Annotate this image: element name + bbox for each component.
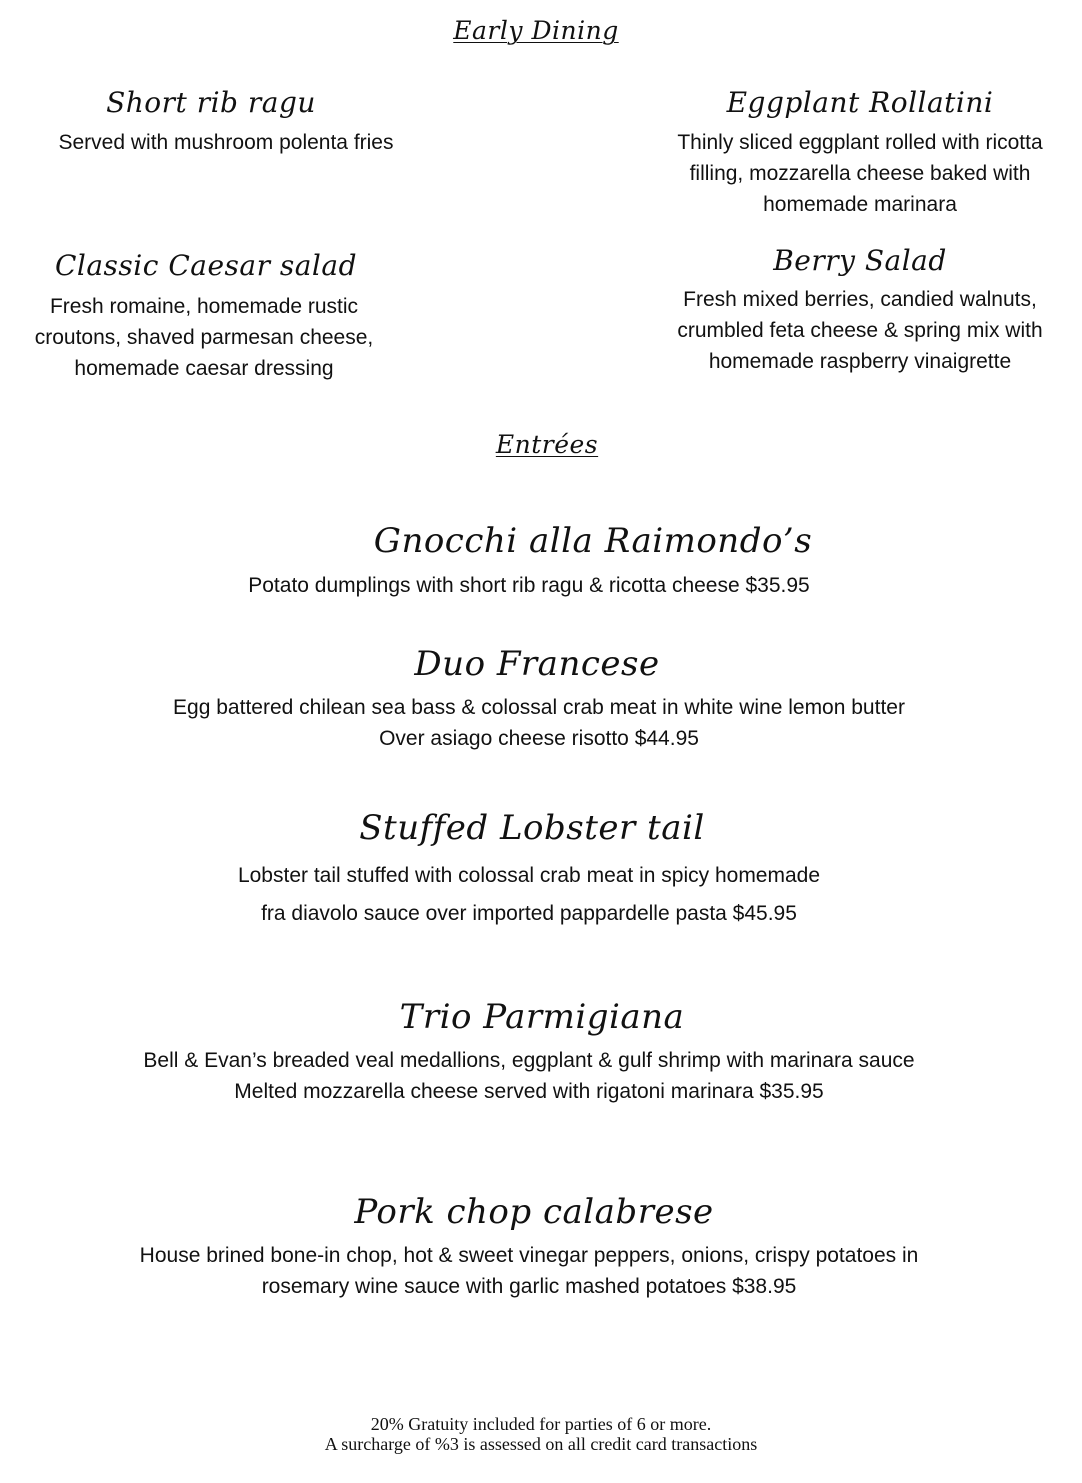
entree-desc-pork-chop-calabrese bbox=[0, 1240, 1058, 1302]
entree-title-pork-chop-calabrese: Pork chop calabrese bbox=[354, 1192, 714, 1232]
entree-title-trio-parmigiana: Trio Parmigiana bbox=[399, 997, 685, 1037]
entree-title-stuffed-lobster-tail: Stuffed Lobster tail bbox=[359, 808, 705, 848]
entree-desc-duo-francese bbox=[0, 692, 1078, 754]
desc-line: Over asiago cheese risotto $44.95 bbox=[379, 727, 699, 750]
desc-line: homemade marinara bbox=[763, 193, 957, 216]
item-desc-berry-salad bbox=[640, 284, 1080, 377]
item-title-classic-caesar-salad: Classic Caesar salad bbox=[54, 249, 358, 282]
desc-line: Fresh romaine, homemade rustic bbox=[49, 295, 359, 318]
desc-line: filling, mozzarella cheese baked with bbox=[689, 162, 1031, 185]
entree-title-gnocchi: Gnocchi alla Raimondo’s bbox=[373, 521, 813, 561]
early-dining-heading: Early Dining bbox=[453, 16, 619, 45]
desc-line: fra diavolo sauce over imported pappardelle pasta $45.95 bbox=[261, 902, 797, 925]
desc-line: Lobster tail stuffed with colossal crab meat in spicy homemade bbox=[237, 864, 821, 887]
desc-line: Potato dumplings with short rib ragu & ricotta cheese $35.95 bbox=[248, 574, 810, 597]
desc-line: croutons, shaved parmesan cheese, bbox=[34, 326, 374, 349]
entree-desc-gnocchi bbox=[0, 570, 1058, 601]
desc-line: House brined bone-in chop, hot & sweet vinegar peppers, onions, crispy potatoes in bbox=[139, 1244, 919, 1267]
desc-line: homemade caesar dressing bbox=[74, 357, 334, 380]
desc-line: Thinly sliced eggplant rolled with ricotta bbox=[677, 131, 1043, 154]
item-desc-classic-caesar-salad bbox=[0, 291, 408, 384]
entree-desc-stuffed-lobster-tail bbox=[0, 857, 1058, 933]
desc-line: Fresh mixed berries, candied walnuts, bbox=[683, 288, 1037, 311]
entree-title-duo-francese: Duo Francese bbox=[414, 644, 660, 684]
desc-line: homemade raspberry vinaigrette bbox=[708, 350, 1012, 373]
desc-line: crumbled feta cheese & spring mix with bbox=[677, 319, 1043, 342]
footer-surcharge-note: A surcharge of %3 is assessed on all credit card transactions bbox=[324, 1434, 758, 1454]
desc-line: rosemary wine sauce with garlic mashed potatoes $38.95 bbox=[261, 1275, 797, 1298]
entree-desc-trio-parmigiana bbox=[0, 1045, 1058, 1107]
footer-notes bbox=[0, 1414, 1082, 1454]
desc-line: Egg battered chilean sea bass & colossal crab meat in white wine lemon butter bbox=[173, 696, 905, 719]
item-desc-short-rib-ragu bbox=[0, 127, 452, 158]
item-title-eggplant-rollatini: Eggplant Rollatini bbox=[726, 86, 994, 119]
item-title-short-rib-ragu: Short rib ragu bbox=[106, 86, 316, 119]
item-title-berry-salad: Berry Salad bbox=[773, 244, 947, 277]
entrees-heading: Entrées bbox=[495, 430, 599, 459]
footer-gratuity-note: 20% Gratuity included for parties of 6 or more. bbox=[370, 1414, 712, 1434]
desc-line: Melted mozzarella cheese served with rigatoni marinara $35.95 bbox=[234, 1080, 824, 1103]
desc-line: Bell & Evan’s breaded veal medallions, eggplant & gulf shrimp with marinara sauce bbox=[143, 1049, 915, 1072]
item-desc-eggplant-rollatini bbox=[640, 127, 1080, 220]
desc-line: Served with mushroom polenta fries bbox=[58, 131, 394, 154]
